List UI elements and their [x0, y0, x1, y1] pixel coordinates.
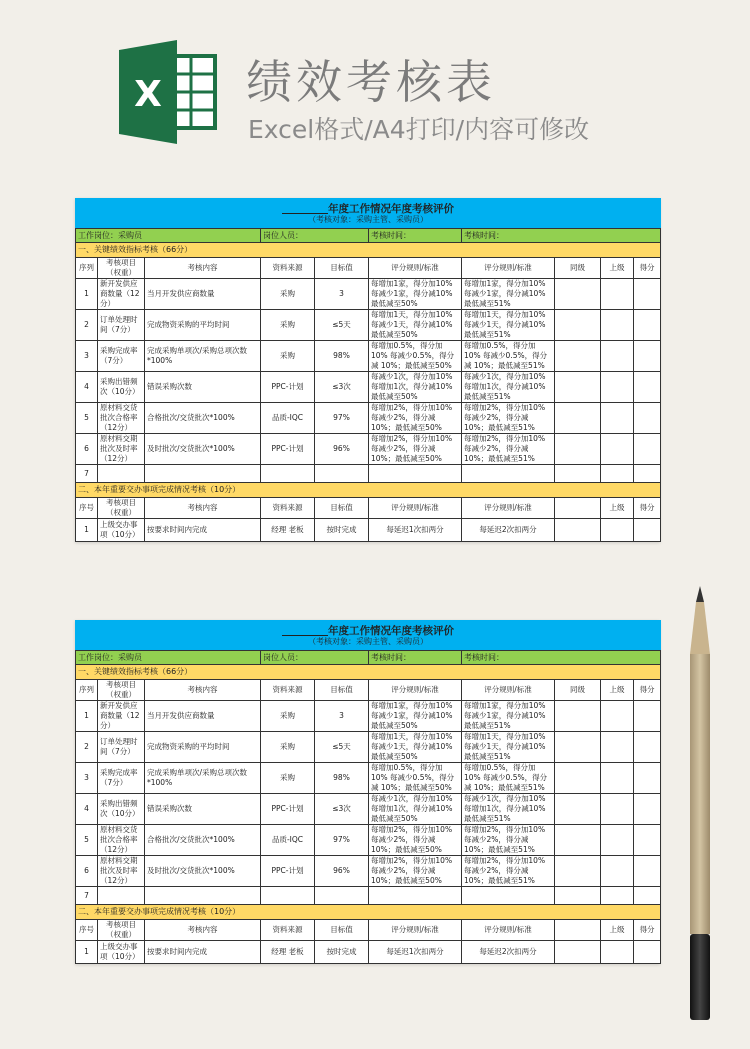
header-cell: 资料来源 — [261, 258, 315, 279]
row-rule-1: 每增加2%，得分加10% 每减少2%，得分减10%；最低减至50% — [369, 856, 462, 887]
table-row — [76, 941, 661, 964]
info-time-2[interactable]: 考核时间： — [462, 229, 661, 243]
empty-cell[interactable] — [601, 887, 634, 905]
row-target: ≤3次 — [315, 794, 369, 825]
row-source: PPC-计划 — [261, 434, 315, 465]
row-rule-2: 每增加2%，得分加10% 每减少2%，得分减10%；最低减至51% — [462, 434, 555, 465]
score-peer-cell[interactable] — [555, 825, 601, 856]
info-time-1[interactable]: 考核时间： — [369, 651, 462, 665]
score-peer-cell[interactable] — [555, 856, 601, 887]
row-item: 原材料交期批次及时率（12分） — [98, 856, 145, 887]
row-number: 3 — [76, 763, 98, 794]
score-peer-cell[interactable] — [555, 732, 601, 763]
row-number: 7 — [76, 465, 98, 483]
table-header-row — [76, 920, 661, 941]
score-peer-cell[interactable] — [555, 794, 601, 825]
sheet-preview-1 — [75, 198, 660, 542]
sheet-subtitle: （考核对象：采购主管、采购员） — [76, 215, 661, 229]
empty-cell[interactable] — [98, 887, 145, 905]
header-cell: 评分规则/标准 — [369, 498, 462, 519]
row-source: PPC-计划 — [261, 794, 315, 825]
row-source: 品质-IQC — [261, 825, 315, 856]
row-source: 经理 老板 — [261, 941, 315, 964]
row-source: 采购 — [261, 279, 315, 310]
score-cell[interactable] — [634, 434, 661, 465]
empty-cell[interactable] — [145, 887, 261, 905]
page-title: 绩效考核表 — [246, 55, 496, 109]
empty-cell[interactable] — [315, 465, 369, 483]
table-row — [76, 403, 661, 434]
header-cell: 序号 — [76, 920, 98, 941]
row-source: 经理 老板 — [261, 519, 315, 542]
table-row — [76, 519, 661, 542]
score-peer-cell[interactable] — [555, 341, 601, 372]
row-number: 1 — [76, 279, 98, 310]
row-rule-2: 每增加0.5%，得分加10% 每减少0.5%，得分减 10%；最低减至51% — [462, 341, 555, 372]
sheet-preview-2 — [75, 620, 660, 964]
row-item: 新开发供应商数量（12分） — [98, 279, 145, 310]
score-peer-cell[interactable] — [555, 403, 601, 434]
score-superior-cell[interactable] — [601, 856, 634, 887]
table-row — [76, 887, 661, 905]
row-number: 4 — [76, 794, 98, 825]
row-item: 采购出错频次（10分） — [98, 794, 145, 825]
row-target: 按时完成 — [315, 941, 369, 964]
score-superior-cell[interactable] — [601, 763, 634, 794]
row-content: 及时批次/交货批次*100% — [145, 856, 261, 887]
row-item: 采购出错频次（10分） — [98, 372, 145, 403]
row-source: 采购 — [261, 763, 315, 794]
header-cell: 考核项目（权重） — [98, 680, 145, 701]
table-row — [76, 310, 661, 341]
row-item: 采购完成率（7分） — [98, 763, 145, 794]
row-source: 采购 — [261, 701, 315, 732]
header-cell: 评分规则/标准 — [462, 258, 555, 279]
evaluation-table — [75, 198, 661, 542]
row-rule-2: 每减少1次，得分加10% 每增加1次，得分减10% 最低减至51% — [462, 372, 555, 403]
score-cell[interactable] — [634, 825, 661, 856]
score-cell[interactable] — [634, 279, 661, 310]
row-item: 原材料交期批次及时率（12分） — [98, 434, 145, 465]
empty-cell[interactable] — [261, 465, 315, 483]
header-cell: 考核项目（权重） — [98, 498, 145, 519]
row-number: 5 — [76, 825, 98, 856]
row-target: 按时完成 — [315, 519, 369, 542]
table-row — [76, 825, 661, 856]
row-source: 品质-IQC — [261, 403, 315, 434]
header-cell: 上级 — [601, 680, 634, 701]
row-content: 错误采购次数 — [145, 794, 261, 825]
table-row — [76, 341, 661, 372]
header-cell: 得分 — [634, 498, 661, 519]
table-row — [76, 372, 661, 403]
row-target: ≤5天 — [315, 732, 369, 763]
row-rule-2: 每减少1次，得分加10% 每增加1次，得分减10% 最低减至51% — [462, 794, 555, 825]
header-cell: 资料来源 — [261, 498, 315, 519]
row-rule-2: 每增加2%，得分加10% 每减少2%，得分减10%；最低减至51% — [462, 403, 555, 434]
header-cell: 考核内容 — [145, 680, 261, 701]
header-cell: 评分规则/标准 — [369, 258, 462, 279]
header-cell: 得分 — [634, 680, 661, 701]
header-cell: 评分规则/标准 — [462, 920, 555, 941]
score-peer-cell[interactable] — [555, 941, 601, 964]
section-2-heading: 二、本年重要交办事项完成情况考核（10分） — [76, 483, 661, 498]
header-cell: 上级 — [601, 258, 634, 279]
row-rule-2: 每延迟2次扣两分 — [462, 519, 555, 542]
header-cell: 考核内容 — [145, 498, 261, 519]
empty-cell[interactable] — [555, 887, 601, 905]
score-superior-cell[interactable] — [601, 794, 634, 825]
score-peer-cell[interactable] — [555, 701, 601, 732]
row-number: 6 — [76, 434, 98, 465]
header-cell: 目标值 — [315, 920, 369, 941]
info-time-1[interactable]: 考核时间： — [369, 229, 462, 243]
score-cell[interactable] — [634, 732, 661, 763]
table-row — [76, 856, 661, 887]
row-item: 新开发供应商数量（12分） — [98, 701, 145, 732]
info-person[interactable]: 岗位人员： — [261, 651, 369, 665]
row-target: 97% — [315, 403, 369, 434]
header-cell: 目标值 — [315, 498, 369, 519]
empty-cell[interactable] — [462, 465, 555, 483]
header-cell — [555, 920, 601, 941]
row-target: 98% — [315, 763, 369, 794]
row-rule-1: 每增加1家，得分加10% 每减少1家，得分减10% 最低减至50% — [369, 279, 462, 310]
score-superior-cell[interactable] — [601, 310, 634, 341]
header-cell: 评分规则/标准 — [462, 498, 555, 519]
row-target: 96% — [315, 434, 369, 465]
empty-cell[interactable] — [601, 465, 634, 483]
row-item: 原材料交货批次合格率（12分） — [98, 403, 145, 434]
row-content: 当月开发供应商数量 — [145, 279, 261, 310]
row-source: PPC-计划 — [261, 372, 315, 403]
row-number: 4 — [76, 372, 98, 403]
row-content: 按要求时间内完成 — [145, 941, 261, 964]
score-peer-cell[interactable] — [555, 434, 601, 465]
info-position[interactable]: 工作岗位：采购员 — [76, 229, 261, 243]
row-number: 2 — [76, 732, 98, 763]
score-cell[interactable] — [634, 310, 661, 341]
header-cell: 考核项目（权重） — [98, 920, 145, 941]
score-cell[interactable] — [634, 941, 661, 964]
row-rule-2: 每延迟2次扣两分 — [462, 941, 555, 964]
row-number: 2 — [76, 310, 98, 341]
table-header-row — [76, 498, 661, 519]
row-target: ≤5天 — [315, 310, 369, 341]
score-peer-cell[interactable] — [555, 279, 601, 310]
table-header-row — [76, 680, 661, 701]
score-cell[interactable] — [634, 701, 661, 732]
header-cell: 考核内容 — [145, 258, 261, 279]
row-rule-1: 每减少1次，得分加10% 每增加1次，得分减10% 最低减至50% — [369, 794, 462, 825]
row-source: 采购 — [261, 341, 315, 372]
empty-cell[interactable] — [369, 465, 462, 483]
header-cell: 序列 — [76, 680, 98, 701]
header-cell: 资料来源 — [261, 920, 315, 941]
header-cell: 评分规则/标准 — [369, 680, 462, 701]
section-1-heading: 一、关键绩效指标考核（66分） — [76, 665, 661, 680]
pencil-icon — [680, 584, 720, 1024]
row-rule-1: 每延迟1次扣两分 — [369, 519, 462, 542]
row-item: 上级交办事项（10分） — [98, 519, 145, 542]
row-target: ≤3次 — [315, 372, 369, 403]
score-superior-cell[interactable] — [601, 941, 634, 964]
score-peer-cell[interactable] — [555, 519, 601, 542]
empty-cell[interactable] — [634, 887, 661, 905]
table-row — [76, 701, 661, 732]
score-superior-cell[interactable] — [601, 434, 634, 465]
row-source: PPC-计划 — [261, 856, 315, 887]
row-item: 原材料交货批次合格率（12分） — [98, 825, 145, 856]
table-header-row — [76, 258, 661, 279]
table-row — [76, 434, 661, 465]
empty-cell[interactable] — [315, 887, 369, 905]
empty-cell[interactable] — [462, 887, 555, 905]
empty-cell[interactable] — [145, 465, 261, 483]
row-item: 上级交办事项（10分） — [98, 941, 145, 964]
row-rule-2: 每增加0.5%，得分加10% 每减少0.5%，得分减 10%；最低减至51% — [462, 763, 555, 794]
header-cell: 评分规则/标准 — [369, 920, 462, 941]
row-rule-2: 每增加1天，得分加10% 每减少1天，得分减10% 最低减至51% — [462, 310, 555, 341]
empty-cell[interactable] — [369, 887, 462, 905]
header-cell: 得分 — [634, 920, 661, 941]
header-cell: 上级 — [601, 920, 634, 941]
info-time-2[interactable]: 考核时间： — [462, 651, 661, 665]
score-superior-cell[interactable] — [601, 519, 634, 542]
empty-cell[interactable] — [634, 465, 661, 483]
row-number: 5 — [76, 403, 98, 434]
sheet-title: 年度工作情况年度考核评价 — [76, 621, 661, 637]
row-number: 1 — [76, 941, 98, 964]
score-superior-cell[interactable] — [601, 732, 634, 763]
empty-cell[interactable] — [555, 465, 601, 483]
header-cell: 资料来源 — [261, 680, 315, 701]
page-subtitle: Excel格式/A4打印/内容可修改 — [248, 115, 590, 144]
sheet-title: 年度工作情况年度考核评价 — [76, 199, 661, 215]
section-2-heading: 二、本年重要交办事项完成情况考核（10分） — [76, 905, 661, 920]
score-superior-cell[interactable] — [601, 701, 634, 732]
row-content: 完成采购单项次/采购总项次数*100% — [145, 763, 261, 794]
score-cell[interactable] — [634, 519, 661, 542]
table-row — [76, 465, 661, 483]
score-superior-cell[interactable] — [601, 403, 634, 434]
row-content: 按要求时间内完成 — [145, 519, 261, 542]
row-number: 1 — [76, 701, 98, 732]
row-rule-2: 每增加2%，得分加10% 每减少2%，得分减10%；最低减至51% — [462, 856, 555, 887]
sheet-subtitle: （考核对象：采购主管、采购员） — [76, 637, 661, 651]
header-cell: 考核内容 — [145, 920, 261, 941]
row-source: 采购 — [261, 732, 315, 763]
header-cell: 目标值 — [315, 680, 369, 701]
score-cell[interactable] — [634, 403, 661, 434]
row-rule-1: 每减少1次，得分加10% 每增加1次，得分减10% 最低减至50% — [369, 372, 462, 403]
empty-cell[interactable] — [98, 465, 145, 483]
row-content: 合格批次/交货批次*100% — [145, 825, 261, 856]
row-rule-1: 每增加1家，得分加10% 每减少1家，得分减10% 最低减至50% — [369, 701, 462, 732]
row-rule-1: 每增加1天，得分加10% 每减少1天，得分减10% 最低减至50% — [369, 310, 462, 341]
row-number: 6 — [76, 856, 98, 887]
score-peer-cell[interactable] — [555, 310, 601, 341]
row-target: 96% — [315, 856, 369, 887]
row-content: 当月开发供应商数量 — [145, 701, 261, 732]
score-superior-cell[interactable] — [601, 372, 634, 403]
header-cell: 得分 — [634, 258, 661, 279]
row-target: 97% — [315, 825, 369, 856]
row-number: 3 — [76, 341, 98, 372]
row-rule-1: 每延迟1次扣两分 — [369, 941, 462, 964]
row-rule-2: 每增加1家，得分加10% 每减少1家，得分减10% 最低减至51% — [462, 279, 555, 310]
logo-letter: X — [134, 74, 162, 115]
row-rule-1: 每增加1天，得分加10% 每减少1天，得分减10% 最低减至50% — [369, 732, 462, 763]
row-content: 完成物资采购的平均时间 — [145, 732, 261, 763]
header-cell: 上级 — [601, 498, 634, 519]
score-cell[interactable] — [634, 763, 661, 794]
row-target: 98% — [315, 341, 369, 372]
table-row — [76, 732, 661, 763]
row-rule-2: 每增加1天，得分加10% 每减少1天，得分减10% 最低减至51% — [462, 732, 555, 763]
header-cell: 考核项目（权重） — [98, 258, 145, 279]
header-cell: 同级 — [555, 680, 601, 701]
header-cell: 目标值 — [315, 258, 369, 279]
row-rule-1: 每增加2%，得分加10% 每减少2%，得分减10%；最低减至50% — [369, 434, 462, 465]
excel-logo-icon — [115, 40, 219, 144]
header-cell: 评分规则/标准 — [462, 680, 555, 701]
table-row — [76, 279, 661, 310]
score-peer-cell[interactable] — [555, 763, 601, 794]
row-rule-1: 每增加2%，得分加10% 每减少2%，得分减10%；最低减至50% — [369, 403, 462, 434]
row-rule-2: 每增加2%，得分加10% 每减少2%，得分减10%；最低减至51% — [462, 825, 555, 856]
row-content: 合格批次/交货批次*100% — [145, 403, 261, 434]
row-content: 错误采购次数 — [145, 372, 261, 403]
evaluation-table — [75, 620, 661, 964]
row-rule-1: 每增加0.5%，得分加10% 每减少0.5%，得分减 10%；最低减至50% — [369, 341, 462, 372]
row-number: 1 — [76, 519, 98, 542]
score-cell[interactable] — [634, 341, 661, 372]
row-content: 完成采购单项次/采购总项次数*100% — [145, 341, 261, 372]
header-cell: 序号 — [76, 498, 98, 519]
score-superior-cell[interactable] — [601, 341, 634, 372]
info-person[interactable]: 岗位人员： — [261, 229, 369, 243]
row-content: 完成物资采购的平均时间 — [145, 310, 261, 341]
score-peer-cell[interactable] — [555, 372, 601, 403]
header-cell: 序列 — [76, 258, 98, 279]
row-source: 采购 — [261, 310, 315, 341]
score-cell[interactable] — [634, 372, 661, 403]
header-cell: 同级 — [555, 258, 601, 279]
score-cell[interactable] — [634, 856, 661, 887]
row-number: 7 — [76, 887, 98, 905]
row-item: 订单处理时间（7分） — [98, 732, 145, 763]
row-item: 订单处理时间（7分） — [98, 310, 145, 341]
score-superior-cell[interactable] — [601, 279, 634, 310]
table-row — [76, 763, 661, 794]
row-content: 及时批次/交货批次*100% — [145, 434, 261, 465]
row-rule-1: 每增加0.5%，得分加10% 每减少0.5%，得分减 10%；最低减至50% — [369, 763, 462, 794]
score-cell[interactable] — [634, 794, 661, 825]
row-target: 3 — [315, 279, 369, 310]
section-1-heading: 一、关键绩效指标考核（66分） — [76, 243, 661, 258]
info-position[interactable]: 工作岗位：采购员 — [76, 651, 261, 665]
header-cell — [555, 498, 601, 519]
table-row — [76, 794, 661, 825]
row-rule-2: 每增加1家，得分加10% 每减少1家，得分减10% 最低减至51% — [462, 701, 555, 732]
empty-cell[interactable] — [261, 887, 315, 905]
row-rule-1: 每增加2%，得分加10% 每减少2%，得分减10%；最低减至50% — [369, 825, 462, 856]
score-superior-cell[interactable] — [601, 825, 634, 856]
row-item: 采购完成率（7分） — [98, 341, 145, 372]
row-target: 3 — [315, 701, 369, 732]
